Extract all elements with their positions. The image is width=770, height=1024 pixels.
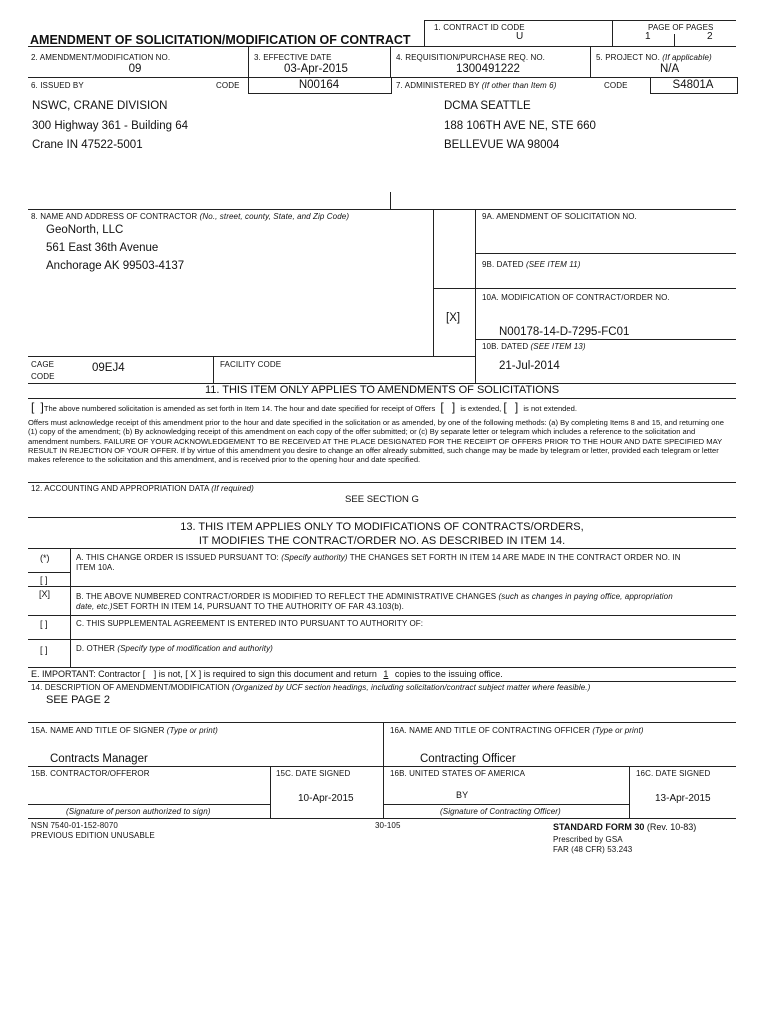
officer-label: 16A. NAME AND TITLE OF CONTRACTING OFFICER (Type or print) xyxy=(390,726,644,735)
item11-paragraph: Offers must acknowledge receipt of this amendment prior to the hour and date specified in the solicitation or as amended, by one of the following methods: (a) By completing Items 8 and 15, and returning one (1) copy of the amendment; (b) By acknowledging receipt of this amendment on each copy of the offer submitted; or (c) By separate letter or telegram which includes a reference to the solicitation and amendment numbers. FAILURE OF YOUR ACKNOWLEDGEMENT TO BE RECEIVED AT THE PLACE DESIGNATED FOR THE RECEIPT OF OFFERS PRIOR TO THE HOUR AND DATE SPECIFIED MAY RESULT IN REJECTION OF YOUR OFFER. If by virtue of this amendment you desire to change an offer already submitted, such change may be made by telegram or letter, provided each telegram or letter makes reference to the solicitation and this amendment, and is received prior to the opening hour and date specified. xyxy=(28,418,724,465)
issuer-line3: Crane IN 47522-5001 xyxy=(32,139,143,151)
cage-value: 09EJ4 xyxy=(92,362,125,374)
project-label: 5. PROJECT NO. (If applicable) xyxy=(596,53,712,62)
by-label: BY xyxy=(456,790,469,800)
mod-label: 10A. MODIFICATION OF CONTRACT/ORDER NO. xyxy=(482,293,670,302)
admin-line2: 188 106TH AVE NE, STE 660 xyxy=(444,120,596,132)
item13-b-check: [X] xyxy=(39,589,51,599)
dated-9b-label: 9B. DATED (SEE ITEM 11) xyxy=(482,260,581,269)
requisition-value: 1300491222 xyxy=(456,63,520,75)
effective-date-value: 03-Apr-2015 xyxy=(284,63,348,75)
page-label: PAGE OF PAGES xyxy=(648,23,714,32)
mod-value: N00178-14-D-7295-FC01 xyxy=(499,326,630,338)
item11-heading: 11. THIS ITEM ONLY APPLIES TO AMENDMENTS OF SOLICITATIONS xyxy=(204,384,560,396)
16c-label: 16C. DATE SIGNED xyxy=(636,769,711,778)
item13-marker: (*) xyxy=(40,553,50,563)
admin-line1: DCMA SEATTLE xyxy=(444,100,531,112)
amendment-label: 2. AMENDMENT/MODIFICATION NO. xyxy=(31,53,171,62)
item13-b-line1: B. THE ABOVE NUMBERED CONTRACT/ORDER IS MODIFIED TO REFLECT THE ADMINISTRATIVE CHANGES (such as changes in paying office, appropriation xyxy=(76,592,673,601)
facility-code-label: FACILITY CODE xyxy=(220,360,282,369)
item13-c-text: C. THIS SUPPLEMENTAL AGREEMENT IS ENTERED INTO PURSUANT TO AUTHORITY OF: xyxy=(76,619,424,628)
cage-label-2: CODE xyxy=(31,372,55,381)
contractor-label: 8. NAME AND ADDRESS OF CONTRACTOR (No., street, county, State, and Zip Code) xyxy=(31,212,350,221)
issued-code-label: CODE xyxy=(216,81,240,90)
item13-a-line1: A. THIS CHANGE ORDER IS ISSUED PURSUANT TO: (Specify authority) THE CHANGES SET FORTH IN ITEM 14 ARE MADE IN THE CONTRACT ORDER NO. IN xyxy=(76,553,681,562)
item13-a-check: [ ] xyxy=(40,575,48,585)
item14-label: 14. DESCRIPTION OF AMENDMENT/MODIFICATION (Organized by UCF section headings, including solicitation/contract subject matter where feasible.) xyxy=(31,683,591,692)
pages-value: 2 xyxy=(707,31,713,42)
contract-id-label: 1. CONTRACT ID CODE xyxy=(434,23,525,32)
item13-heading-2: IT MODIFIES THE CONTRACT/ORDER NO. AS DESCRIBED IN ITEM 14. xyxy=(198,535,566,547)
16b-label: 16B. UNITED STATES OF AMERICA xyxy=(390,769,526,778)
issuer-line2: 300 Highway 361 - Building 64 xyxy=(32,120,188,132)
sig-officer-hint: (Signature of Contracting Officer) xyxy=(440,807,561,816)
admin-line3: BELLEVUE WA 98004 xyxy=(444,139,560,151)
item11-line1: [ ]The above numbered solicitation is amended as set forth in Item 14. The hour and date specified for receipt of Offers [ ] is extended, [ ] is not extended. xyxy=(31,400,577,414)
item13-a-line2: ITEM 10A. xyxy=(76,563,115,572)
nsn: NSN 7540-01-152-8070 xyxy=(31,821,118,830)
dated-10b-label: 10B. DATED (SEE ITEM 13) xyxy=(482,342,586,351)
15c-label: 15C. DATE SIGNED xyxy=(276,769,351,778)
requisition-label: 4. REQUISITION/PURCHASE REQ. NO. xyxy=(396,53,546,62)
contractor-offeror-label: 15B. CONTRACTOR/OFFEROR xyxy=(31,769,150,778)
page-value: 1 xyxy=(645,31,651,42)
officer-value: Contracting Officer xyxy=(420,753,516,765)
issuer-line1: NSWC, CRANE DIVISION xyxy=(32,100,168,112)
sig-contractor-hint: (Signature of person authorized to sign) xyxy=(66,807,211,816)
issued-code-value: N00164 xyxy=(298,79,340,91)
item12-label: 12. ACCOUNTING AND APPROPRIATION DATA (If required) xyxy=(31,484,254,493)
issued-by-label: 6. ISSUED BY xyxy=(31,81,84,90)
contractor-line2: 561 East 36th Avenue xyxy=(46,242,159,254)
item-e-line: E. IMPORTANT: Contractor [ ] is not, [ X ] is required to sign this document and return 1 copies to the issuing office. xyxy=(31,669,503,679)
contractor-line3: Anchorage AK 99503-4137 xyxy=(46,260,185,272)
cage-label-1: CAGE xyxy=(31,360,55,369)
previous-edition: PREVIOUS EDITION UNUSABLE xyxy=(31,831,155,840)
item13-b-line2: date, etc.)SET FORTH IN ITEM 14, PURSUANT TO THE AUTHORITY OF FAR 43.103(b). xyxy=(76,602,404,611)
form-number: 30-105 xyxy=(375,821,401,830)
dated-10b-value: 21-Jul-2014 xyxy=(499,360,560,372)
amend-solicitation-label: 9A. AMENDMENT OF SOLICITATION NO. xyxy=(482,212,637,221)
signer-label: 15A. NAME AND TITLE OF SIGNER (Type or print) xyxy=(31,726,218,735)
contract-id-value: U xyxy=(516,31,524,42)
item13-c-check: [ ] xyxy=(40,619,48,629)
15c-value: 10-Apr-2015 xyxy=(298,793,354,804)
standard-form-label: STANDARD FORM 30 (Rev. 10-83) xyxy=(553,822,697,832)
item13-heading-1: 13. THIS ITEM APPLIES ONLY TO MODIFICATIONS OF CONTRACTS/ORDERS, xyxy=(180,521,584,533)
item13-d-check: [ ] xyxy=(40,645,48,655)
item12-value: SEE SECTION G xyxy=(345,494,419,505)
mod-check: [X] xyxy=(446,312,461,324)
effective-date-label: 3. EFFECTIVE DATE xyxy=(254,53,332,62)
prescribed-by: Prescribed by GSA xyxy=(553,835,623,844)
signer-value: Contracts Manager xyxy=(50,753,148,765)
item14-value: SEE PAGE 2 xyxy=(46,694,110,706)
far-ref: FAR (48 CFR) 53.243 xyxy=(553,845,633,854)
amendment-value: 09 xyxy=(128,63,142,75)
contractor-line1: GeoNorth, LLC xyxy=(46,224,124,236)
16c-value: 13-Apr-2015 xyxy=(655,793,711,804)
administered-code-value: S4801A xyxy=(672,79,714,91)
item13-d-text: D. OTHER (Specify type of modification and authority) xyxy=(76,644,273,653)
form-title: AMENDMENT OF SOLICITATION/MODIFICATION OF CONTRACT xyxy=(30,33,411,47)
administered-code-label: CODE xyxy=(604,81,628,90)
administered-label: 7. ADMINISTERED BY (If other than Item 6) xyxy=(396,81,557,90)
project-value: N/A xyxy=(660,63,680,75)
